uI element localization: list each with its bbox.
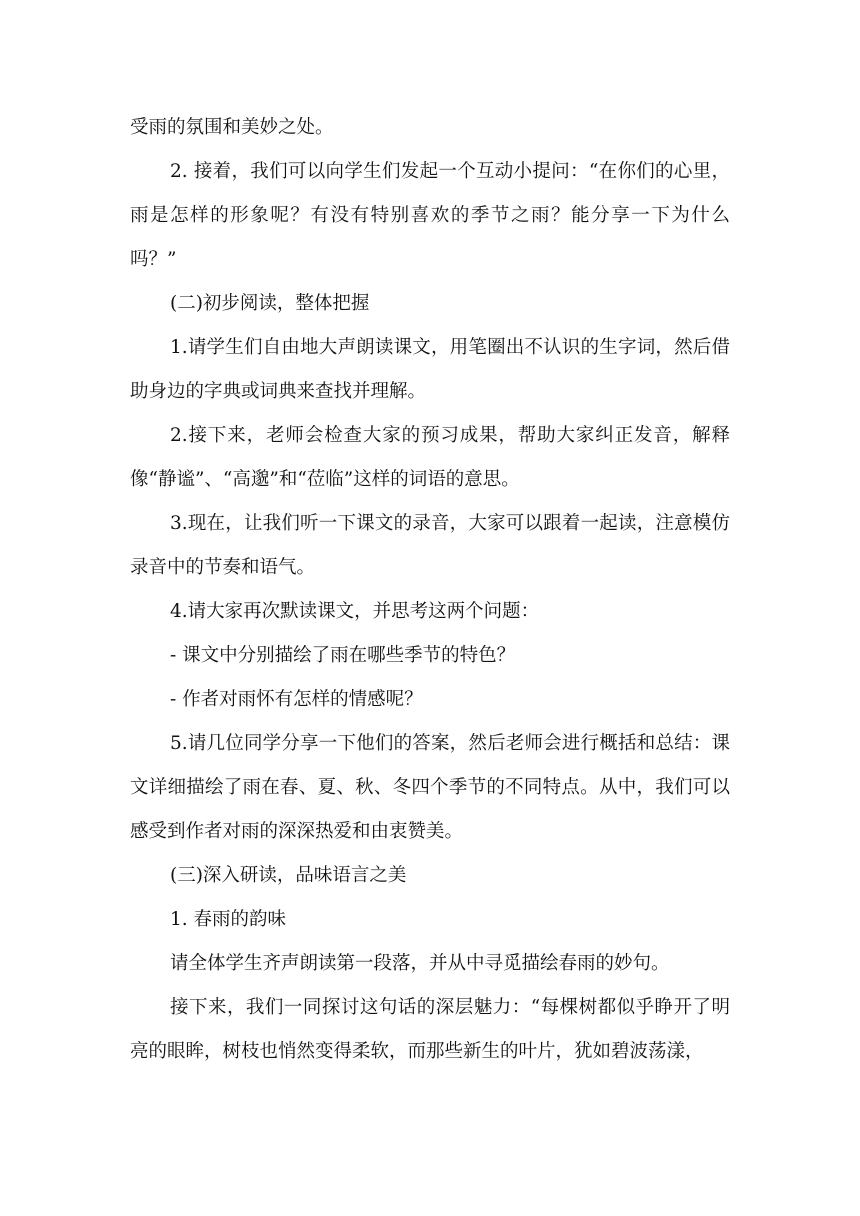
paragraph-check-preview: 2.接下来，老师会检查大家的预习成果，帮助大家纠正发音，解释像“静谧”、“高邈”和“莅临”这样的词语的意思。: [130, 425, 730, 490]
paragraph-listen-recording: 3.现在，让我们听一下课文的录音，大家可以跟着一起读，注意模仿录音中的节奏和语气。: [130, 513, 730, 578]
paragraph-summary: 5.请几位同学分享一下他们的答案，然后老师会进行概括和总结：课文详细描绘了雨在春、夏、秋、冬四个季节的不同特点。从中，我们可以感受到作者对雨的深深热爱和由衷赞美。: [130, 733, 730, 842]
paragraph-silent-reading: 4.请大家再次默读课文，并思考这两个问题：: [170, 601, 540, 622]
section-heading-deep-reading: (三)深入研读，品味语言之美: [170, 865, 407, 886]
section-heading-initial-reading: (二)初步阅读，整体把握: [170, 293, 370, 314]
paragraph-read-first-section: 请全体学生齐声朗读第一段落，并从中寻觅描绘春雨的妙句。: [170, 953, 670, 974]
question-seasons: - 课文中分别描绘了雨在哪些季节的特色？: [170, 645, 516, 666]
question-emotion: - 作者对雨怀有怎样的情感呢？: [170, 689, 423, 710]
subheading-spring-rain: 1. 春雨的韵味: [170, 909, 287, 930]
paragraph-continuation: 受雨的氛围和美妙之处。: [130, 117, 334, 138]
paragraph-read-aloud: 1.请学生们自由地大声朗读课文，用笔圈出不认识的生字词，然后借助身边的字典或词典来查找并理解。: [130, 337, 730, 402]
paragraph-interactive-question: 2. 接着，我们可以向学生们发起一个互动小提问：“在你们的心里，雨是怎样的形象呢？有没有特别喜欢的季节之雨？能分享一下为什么吗？”: [130, 161, 730, 270]
document-body: [130, 106, 730, 1074]
paragraph-explore-sentence: 接下来，我们一同探讨这句话的深层魅力：“每棵树都似乎睁开了明亮的眼眸，树枝也悄然变得柔软，而那些新生的叶片，犹如碧波荡漾，: [130, 997, 730, 1062]
